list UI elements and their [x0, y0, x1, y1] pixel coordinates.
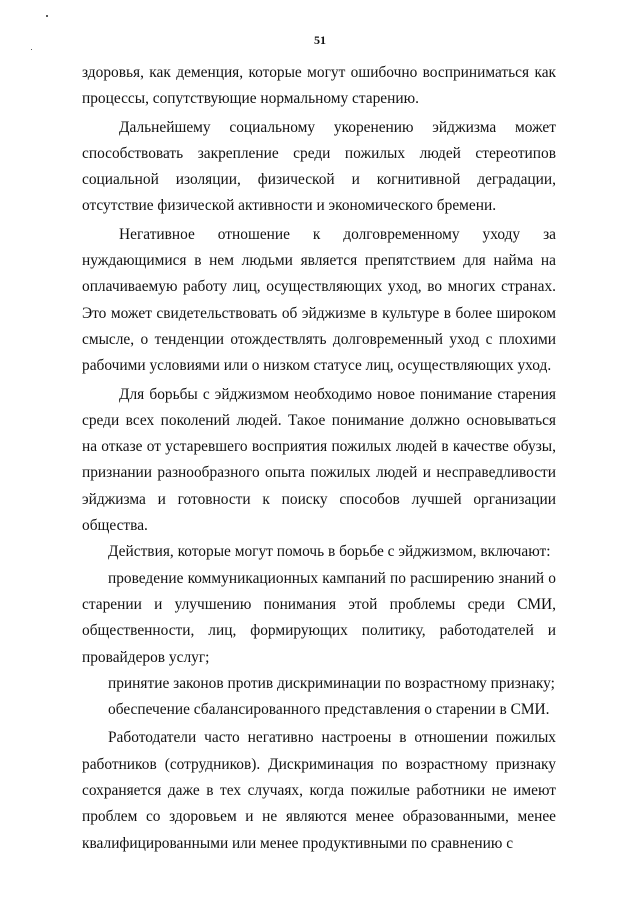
- paragraph-6: Работодатели часто негативно настроены в отношении пожилых работников (сотрудников). Дискриминация по возрастному признаку сохраняется даже в тех случаях, когда пожилые работники не имеют проблем со здоровьем и не являются менее образованными, менее квалифицированными или менее продуктивными по сравнению с: [82, 729, 556, 852]
- list-item-2: принятие законов против дискриминации по возрастному признаку;: [108, 674, 555, 692]
- page-number: 51: [314, 33, 326, 47]
- paragraph-5: Действия, которые могут помочь в борьбе с эйджизмом, включают:: [108, 543, 551, 561]
- list-item-3: обеспечение сбалансированного представления о старении в СМИ.: [108, 701, 550, 719]
- scan-speck: [31, 49, 32, 50]
- body-text: [82, 60, 556, 857]
- paragraph-2: Дальнейшему социальному укоренению эйджизма может способствовать закрепление среди пожилых людей стереотипов социальной изоляции, физической и когнитивной деградации, отсутствие физической активности и экономического бремени.: [82, 118, 556, 215]
- paragraph-4: Для борьбы с эйджизмом необходимо новое понимание старения среди всех поколений людей. Такое понимание должно основываться на отказе от устаревшего восприятия пожилых людей в качестве обузы, признании разнообразного опыта пожилых людей и несправедливости эйджизма и готовности к поиску способов лучшей организации общества.: [82, 385, 556, 535]
- paragraph-3: Негативное отношение к долговременному уходу за нуждающимися в нем людьми является препятствием для найма на оплачиваемую работу лиц, осуществляющих уход, во многих странах. Это может свидетельствовать об эйджизме в культуре в более широком смысле, о тенденции отождествлять долговременный уход с плохими рабочими условиями или о низком статусе лиц, осуществляющих уход.: [82, 225, 556, 375]
- scan-speck: [46, 15, 48, 17]
- paragraph-1: здоровья, как деменция, которые могут ошибочно восприниматься как процессы, сопутствующие нормальному старению.: [82, 64, 556, 108]
- list-item-1: проведение коммуникационных кампаний по расширению знаний о старении и улучшению понимания этой проблемы среди СМИ, общественности, лиц, формирующих политику, работодателей и провайдеров услуг;: [82, 569, 556, 666]
